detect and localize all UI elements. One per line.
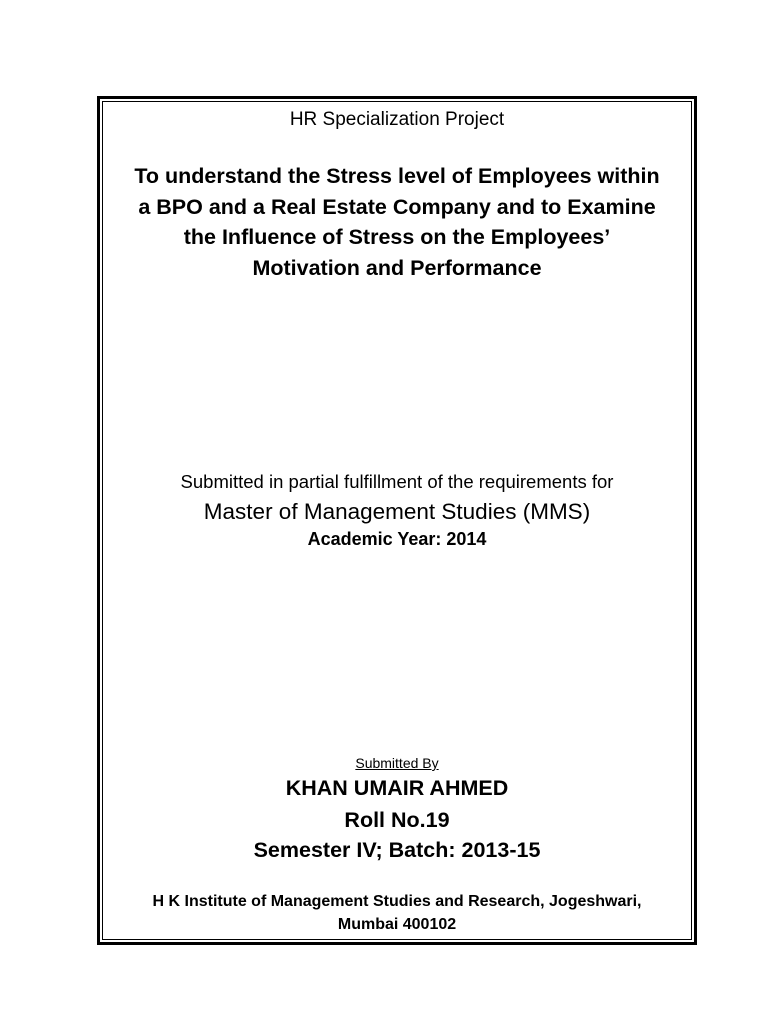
project-title-line-1: To understand the Stress level of Employees within [134,164,660,188]
submission-statement: Submitted in partial fulfillment of the requirements for [180,471,614,492]
institute-line-2: Mumbai 400102 [337,916,457,933]
submitted-by-label: Submitted By [355,755,439,771]
project-title [100,161,694,283]
project-title-line-4: Motivation and Performance [252,255,542,280]
project-title-line-3: the Influence of Stress on the Employees’ [183,225,611,249]
institute-address [100,890,694,936]
project-type: HR Specialization Project [289,109,505,130]
student-name: KHAN UMAIR AHMED [285,776,509,800]
institute-line-1: H K Institute of Management Studies and Research, Jogeshwari, [152,893,642,910]
degree-name: Master of Management Studies (MMS) [203,499,591,524]
cover-page-border [97,96,697,945]
project-title-line-2: a BPO and a Real Estate Company and to Examine [138,194,656,219]
academic-year: Academic Year: 2014 [307,529,487,549]
semester-batch: Semester IV; Batch: 2013-15 [253,838,541,862]
roll-number: Roll No.19 [344,808,450,832]
